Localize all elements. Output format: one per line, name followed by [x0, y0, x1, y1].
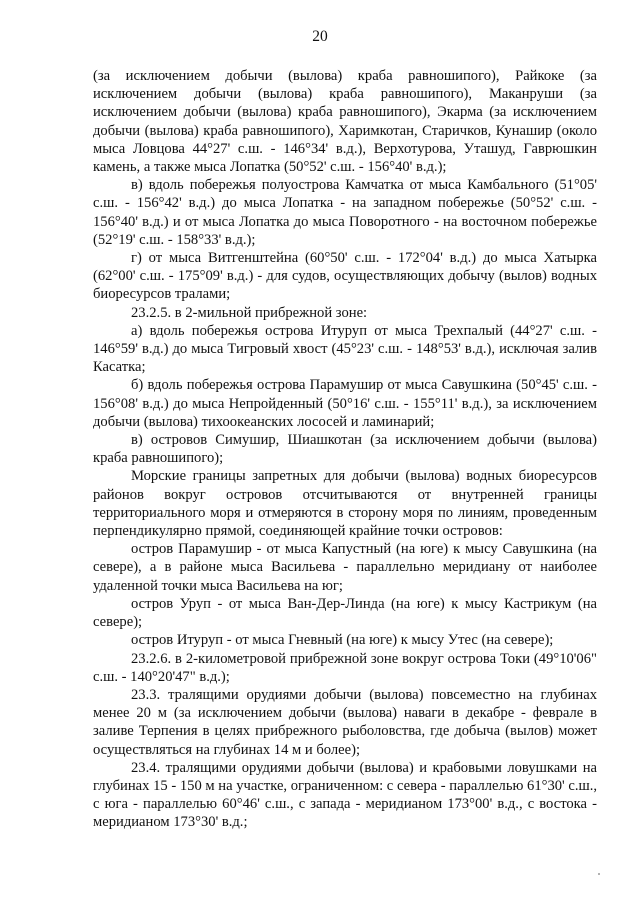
paragraph-section-23-2-5: 23.2.5. в 2-мильной прибрежной зоне:	[131, 304, 368, 321]
document-body	[93, 67, 597, 832]
paragraph-kamchatka-coast: в) вдоль побережья полуострова Камчатка от мыса Камбального (51°05' с.ш. - 156°42' в.д.) до мыса Лопатка - на западном побережье (50°52' с.ш. - 156°40' в.д.) и от мыса Лопатка до мыса Поворотного - на восточном побережье (52°19' с.ш. - 158°33' в.д.);	[93, 177, 597, 248]
paragraph-section-23-3: 23.3. тралящими орудиями добычи (вылова) повсеместно на глубинах менее 20 м (за исключением добычи (вылова) наваги в декабре - феврале в заливе Терпения в целях прибрежного рыболовства, где добыча (вылов) может осуществляться на глубинах 14 м и более);	[93, 686, 597, 758]
paragraph-sea-boundaries: Морские границы запретных для добычи (вылова) водных биоресурсов районов вокруг островов отсчитываются от внутренней границы территориального моря и отмеряются в сторону моря по линиям, проведенным перпендикулярно прямой, соединяющей крайние точки островов:	[93, 468, 597, 540]
paragraph-section-23-4: 23.4. тралящими орудиями добычи (вылова) и крабовыми ловушками на глубинах 15 - 150 м на участке, ограниченном: с севера - параллелью 61°30' с.ш., с юга - параллелью 60°46' с.ш., с запада - меридианом 173°00' в.д., с востока - меридианом 173°30' в.д.;	[93, 759, 597, 831]
paragraph-paramushir-boundary: остров Парамушир - от мыса Капустный (на юге) к мысу Савушкина (на севере), а в районе мыса Васильева - параллельно меридиану от наиболее удаленной точки мыса Васильева на юг;	[93, 541, 597, 594]
paragraph-simushir-shiashkotan: в) островов Симушир, Шиашкотан (за исключением добычи (вылова) краба равношипого);	[93, 432, 597, 467]
paragraph-urup-boundary: остров Уруп - от мыса Ван-Дер-Линда (на юге) к мысу Кастрикум (на севере);	[93, 595, 597, 631]
paragraph-island-list: (за исключением добычи (вылова) краба равношипого), Райкоке (за исключением добычи (вылова) краба равношипого), Маканруши (за исключением добычи (вылова) краба равношипого), Экарма (за исключением добычи (вылова) краба равношипого), Харимкотан, Старичков, Кунашир (около мыса Ловцова 44°27' с.ш. - 146°34' в.д.), Верхотурова, Уташуд, Гаврюшкин камень, а также мыса Лопатка (50°52' с.ш. - 156°40' в.д.);	[93, 68, 597, 176]
page-number: 20	[312, 28, 328, 45]
paragraph-cape-vitgenshteyn: г) от мыса Витгенштейна (60°50' с.ш. - 172°04' в.д.) до мыса Хатырка (62°00' с.ш. - 175°09' в.д.) - для судов, осуществляющих добычу (вылов) водных биоресурсов тралами;	[93, 250, 597, 303]
paragraph-section-23-2-6: 23.2.6. в 2-километровой прибрежной зоне вокруг острова Токи (49°10'06" с.ш. - 140°20'47" в.д.);	[93, 650, 597, 685]
scan-speck	[598, 873, 600, 875]
paragraph-iturup-boundary: остров Итуруп - от мыса Гневный (на юге) к мысу Утес (на севере);	[131, 632, 554, 649]
paragraph-iturup-coast: а) вдоль побережья острова Итуруп от мыса Трехпалый (44°27' с.ш. - 146°59' в.д.) до мыса Тигровый хвост (45°23' с.ш. - 148°53' в.д.), исключая залив Касатка;	[93, 322, 597, 376]
paragraph-paramushir-coast: б) вдоль побережья острова Парамушир от мыса Савушкина (50°45' с.ш. - 156°08' в.д.) до мыса Непройденный (50°16' с.ш. - 155°11' в.д.), за исключением добычи (вылова) тихоокеанских лососей и ламинарий;	[93, 377, 597, 430]
